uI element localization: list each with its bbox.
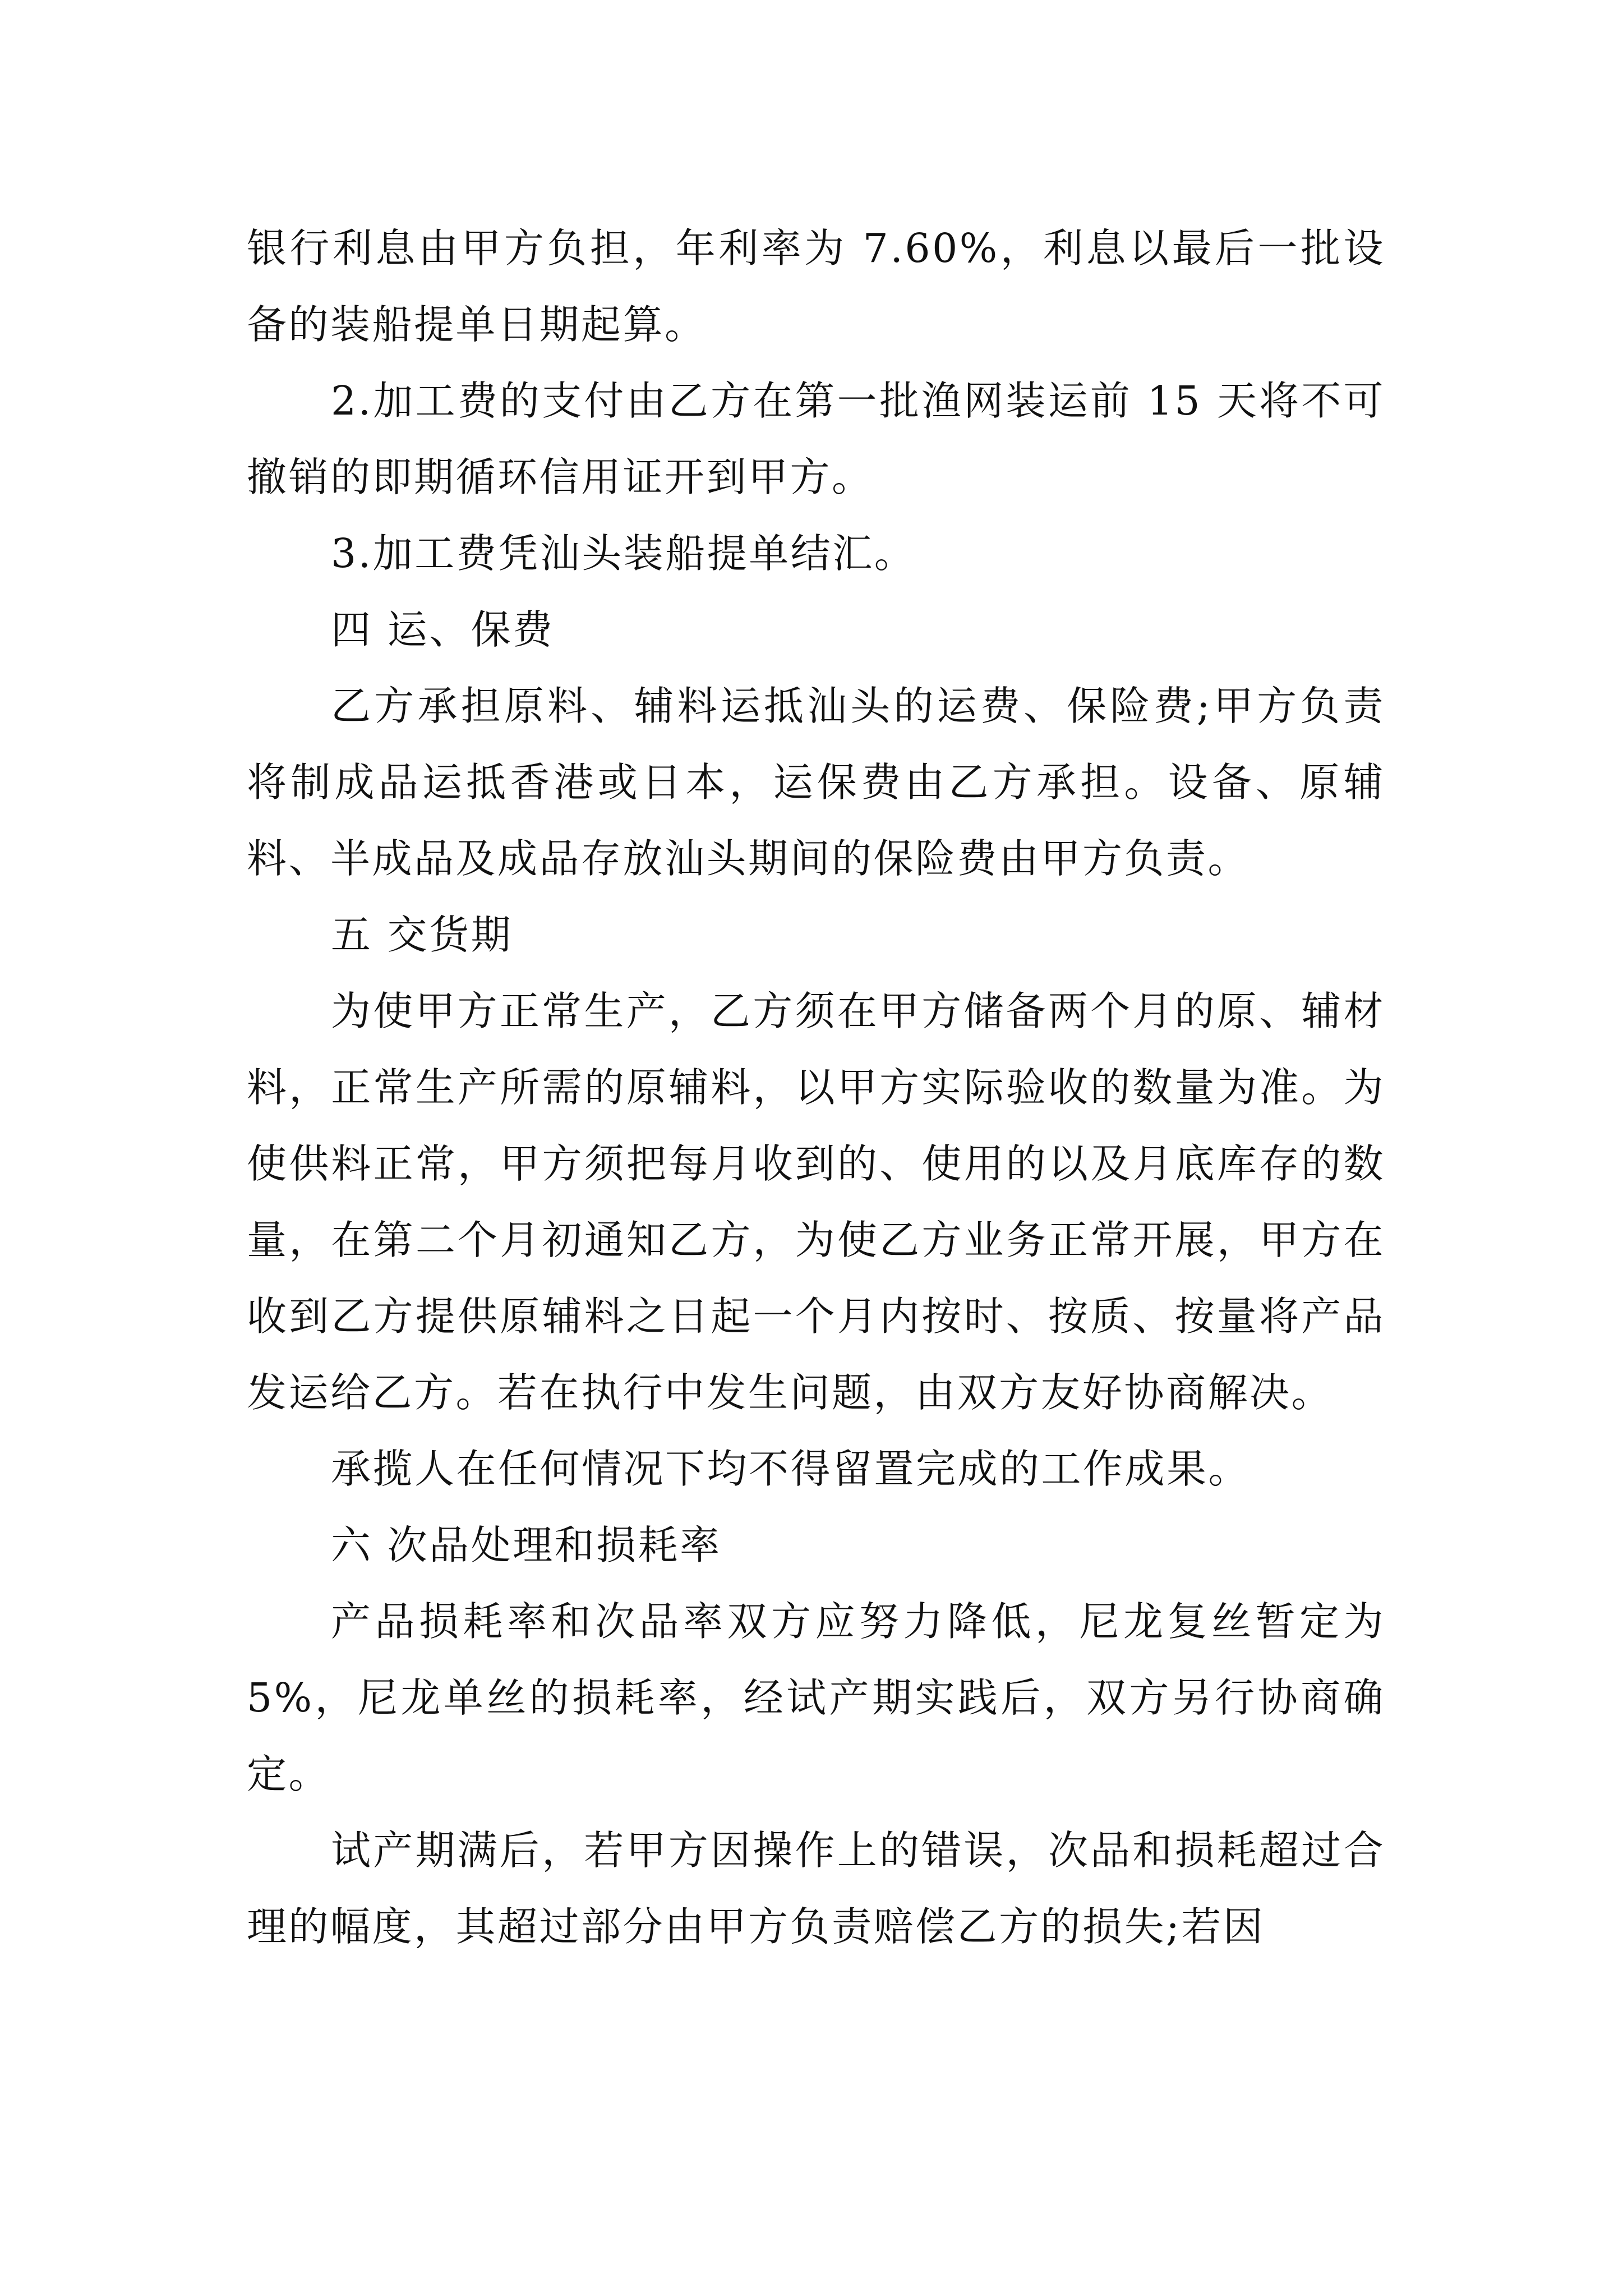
paragraph-settlement: 3.加工费凭汕头装船提单结汇。 <box>331 530 916 577</box>
paragraph-compensation: 试产期满后，若甲方因操作上的错误，次品和损耗超过合理的幅度，其超过部分由甲方负责赔偿乙方的损失;若因 <box>247 1827 1385 1950</box>
section-heading-delivery: 五 交货期 <box>331 912 513 958</box>
section-heading-freight-insurance: 四 运、保费 <box>331 606 555 653</box>
paragraph-freight-insurance: 乙方承担原料、辅料运抵汕头的运费、保险费;甲方负责将制成品运抵香港或日本，运保费由乙方承担。设备、原辅料、半成品及成品存放汕头期间的保险费由甲方负责。 <box>247 683 1385 882</box>
paragraph-delivery: 为使甲方正常生产，乙方须在甲方储备两个月的原、辅材料，正常生产所需的原辅料，以甲方实际验收的数量为准。为使供料正常，甲方须把每月收到的、使用的以及月底库存的数量，在第二个月初通知乙方，为使乙方业务正常开展，甲方在收到乙方提供原辅料之日起一个月内按时、按质、按量将产品发运给乙方。若在执行中发生问题，由双方友好协商解决。 <box>247 988 1385 1416</box>
paragraph-lien: 承揽人在任何情况下均不得留置完成的工作成果。 <box>331 1446 1251 1492</box>
paragraph-interest: 银行利息由甲方负担，年利率为 7.60%，利息以最后一批设备的装船提单日期起算。 <box>247 225 1385 348</box>
document-body <box>247 210 1385 1965</box>
section-heading-defects-loss: 六 次品处理和损耗率 <box>331 1522 722 1568</box>
paragraph-processing-fee-payment: 2.加工费的支付由乙方在第一批渔网装运前 15 天将不可撤销的即期循环信用证开到甲方。 <box>247 378 1385 500</box>
paragraph-loss-rate: 产品损耗率和次品率双方应努力降低，尼龙复丝暂定为 5%，尼龙单丝的损耗率，经试产期实践后，双方另行协商确定。 <box>247 1598 1385 1797</box>
